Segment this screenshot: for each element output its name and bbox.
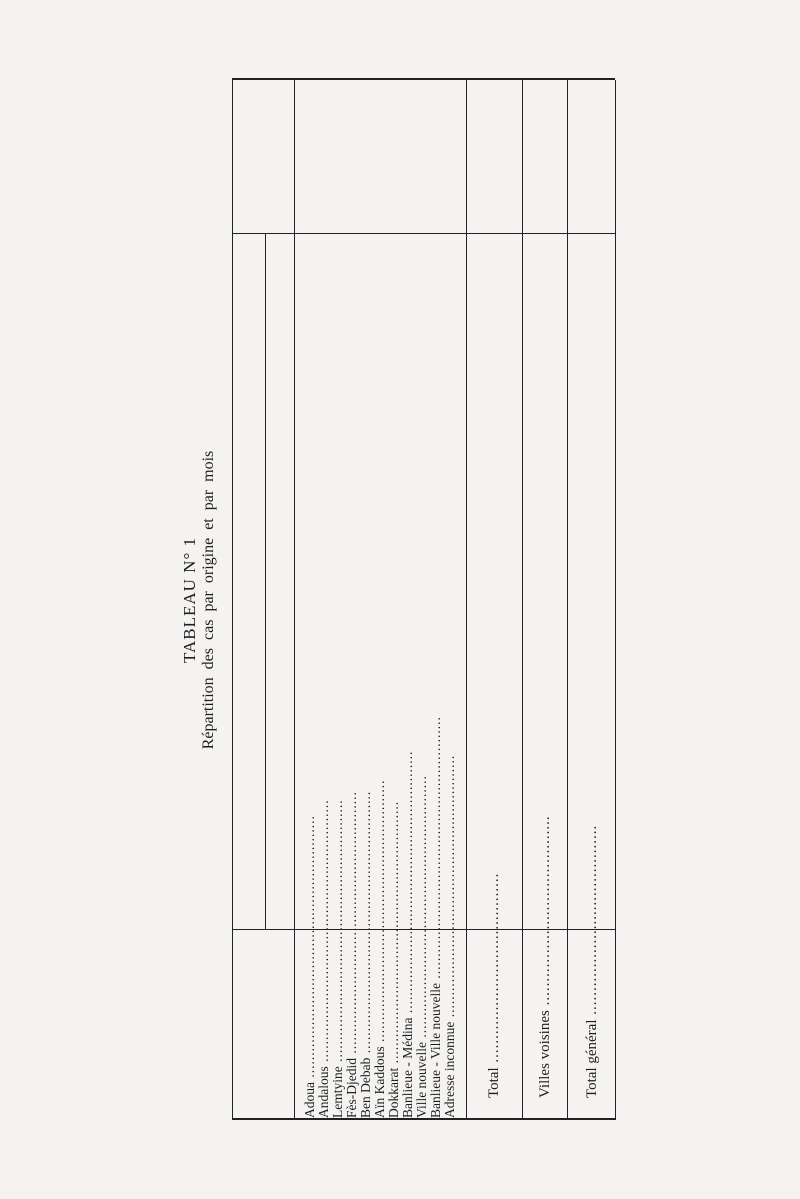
table-subtitle: Répartition des cas par origine et par mois <box>200 450 217 750</box>
table-title: TABLEAU N° 1 <box>180 536 199 664</box>
leader-dots: ........................................ <box>537 815 553 1011</box>
leader-dots: ............................................................ <box>316 799 331 1067</box>
header-bottom-rule <box>294 80 295 1120</box>
leader-dots: ........................................ <box>486 872 502 1068</box>
total-row-label <box>486 872 503 1098</box>
origin-name: Fès-Djedid <box>344 1058 359 1118</box>
villes-top-rule <box>522 80 523 1120</box>
leader-dots: ........................................ <box>584 824 600 1020</box>
origin-name: Dokkarat <box>386 1067 401 1118</box>
villes-voisines-row-label-text: Villes voisines <box>537 1010 553 1098</box>
leader-dots: ............................................................ <box>442 754 457 1022</box>
table-vertical-rule <box>232 78 615 80</box>
leader-dots: ............................................................ <box>344 791 359 1058</box>
table-top-rule <box>232 80 233 1120</box>
origin-name: Adoua <box>302 1082 317 1118</box>
table-vertical-rule <box>232 1118 615 1120</box>
total-general-row-label <box>584 824 601 1098</box>
data-table <box>232 80 615 1120</box>
leader-dots: ............................................................ <box>302 815 317 1082</box>
origin-name: Banlieue - Médina <box>400 1017 415 1118</box>
table-bottom-rule <box>615 80 616 1120</box>
origin-name: Lemtyine <box>330 1066 345 1118</box>
origin-name: Aïn Kaddous <box>372 1046 387 1118</box>
leader-dots: ............................................................ <box>414 775 429 1042</box>
villes-voisines-row-label <box>537 815 554 1098</box>
origin-name: Andalous <box>316 1066 331 1118</box>
leader-dots: ............................................................ <box>400 750 415 1018</box>
origin-label <box>442 754 458 1118</box>
leader-dots: ............................................................ <box>428 716 443 983</box>
leader-dots: ............................................................ <box>372 779 387 1047</box>
leader-dots: ............................................................ <box>358 790 373 1058</box>
leader-dots: ............................................................ <box>330 799 345 1067</box>
origin-name: Ville nouvelle <box>414 1041 429 1118</box>
leader-dots: ............................................................ <box>386 800 401 1068</box>
origin-name: Adresse inconnue <box>442 1021 457 1118</box>
table-vertical-rule <box>232 233 615 234</box>
general-top-rule <box>567 80 568 1120</box>
origin-name: Ben Debab <box>358 1057 373 1118</box>
rotated-table-page <box>180 80 740 1120</box>
total-general-row-label-text: Total général <box>584 1019 600 1098</box>
total-top-rule <box>466 80 467 1120</box>
origin-name: Banlieue - Ville nouvelle <box>428 982 443 1118</box>
total-row-label-text: Total <box>486 1067 502 1098</box>
mois-header-rule <box>265 234 266 930</box>
